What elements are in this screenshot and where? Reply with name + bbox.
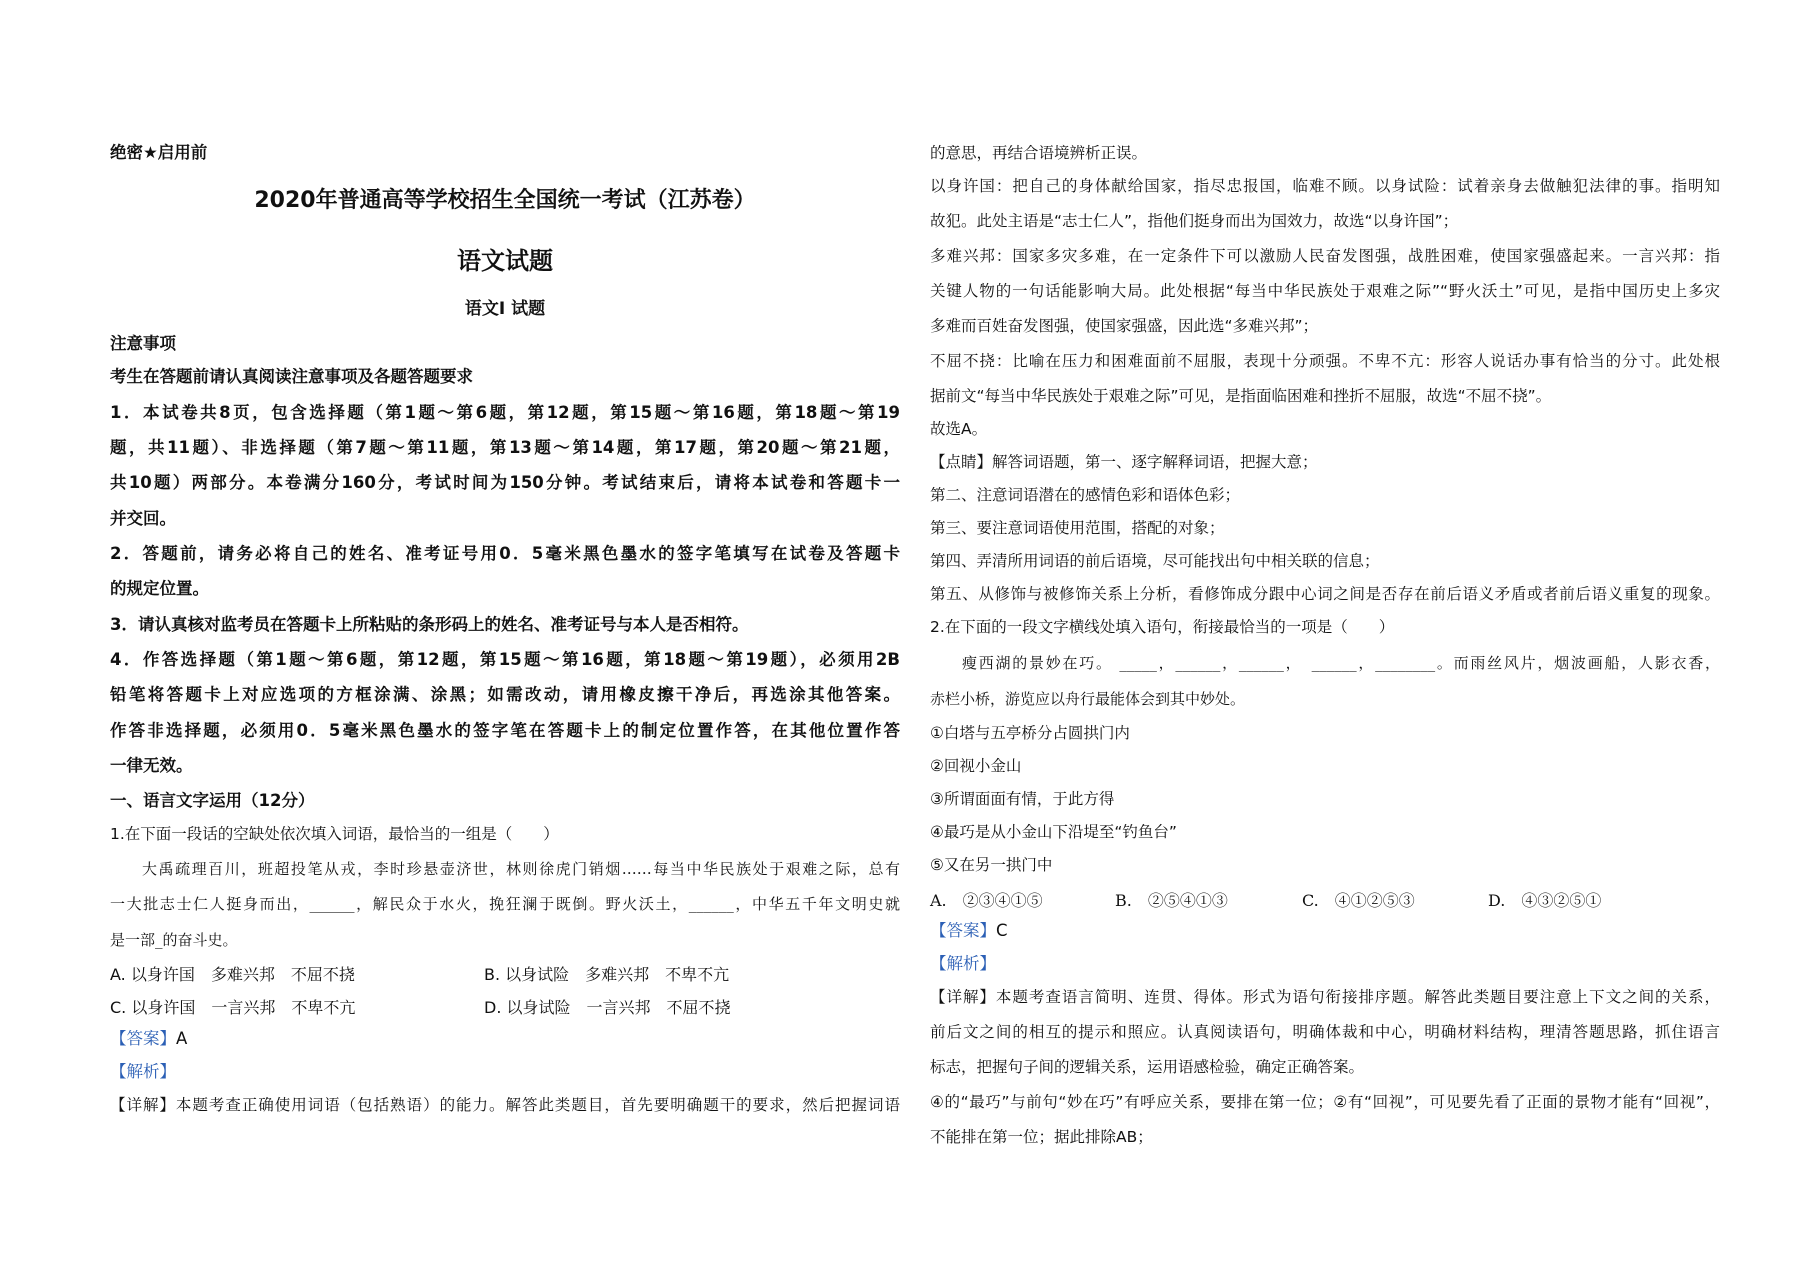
notice-4-line-2: 铅笔将答题卡上对应选项的方框涂满、涂黑；如需改动，请用橡皮擦干净后，再选涂其他答案。	[110, 685, 900, 704]
q1-passage-line-2: 一大批志士仁人挺身而出，______，解民众于水火，挽狂澜于既倒。野火沃土，______，中华五千年文明史就	[110, 895, 900, 913]
right-line-10: 【点睛】解答词语题，第一、逐字解释词语，把握大意；	[930, 453, 1318, 471]
q2-answer	[930, 920, 1008, 942]
notice-4-line-1: 4．作答选择题（第1题～第6题，第12题，第15题～第16题，第18题～第19题），必须用2B	[110, 650, 900, 669]
right-line-11: 第二、注意词语潜在的感情色彩和语体色彩；	[930, 486, 1241, 504]
q1-option-d: D. 以身试险 一言兴邦 不屈不挠	[484, 998, 731, 1017]
subject-title: 语文试题	[457, 247, 553, 275]
q1-answer-label: 【答案】	[110, 1029, 176, 1048]
right-line-9: 故选A。	[930, 420, 988, 438]
q2-option-a: A. ②③④①⑤	[930, 891, 1043, 910]
right-line-5: 关键人物的一句话能影响大局。此处根据“每当中华民族处于艰难之际”“野火沃土”可见，是指中国历史上多灾	[930, 282, 1720, 300]
q2-item-5: ⑤又在另一拱门中	[930, 856, 1053, 874]
q2-detail-line-4: ④的“最巧”与前句“妙在巧”有呼应关系，要排在第一位；②有“回视”，可见要先看了正面的景物才能有“回视”，	[930, 1093, 1720, 1111]
q1-option-c: C. 以身许国 一言兴邦 不卑不亢	[110, 998, 356, 1017]
right-line-6: 多难而百姓奋发图强，使国家强盛，因此选“多难兴邦”；	[930, 317, 1319, 335]
q1-stem: 1.在下面一段话的空缺处依次填入词语，最恰当的一组是（ ）	[110, 825, 559, 843]
right-line-7: 不屈不挠：比喻在压力和困难面前不屈服，表现十分顽强。不卑不亢：形容人说话办事有恰当的分寸。此处根	[930, 352, 1720, 370]
q1-analysis-label: 【解析】	[110, 1062, 176, 1081]
q1-answer-value: A	[176, 1029, 188, 1048]
q1-passage-line-3: 是一部_的奋斗史。	[110, 931, 238, 949]
q2-passage-line-2: 赤栏小桥，游览应以舟行最能体会到其中妙处。	[930, 690, 1246, 708]
notice-1-line-4: 并交回。	[110, 509, 176, 528]
sub-subject-title: 语文Ⅰ 试题	[464, 299, 546, 319]
q2-item-1: ①白塔与五亭桥分占圆拱门内	[930, 724, 1130, 742]
notice-intro: 考生在答题前请认真阅读注意事项及各题答题要求	[110, 367, 473, 386]
q2-analysis-label: 【解析】	[930, 954, 996, 973]
q2-detail-line-3: 标志，把握句子间的逻辑关系，运用语感检验，确定正确答案。	[930, 1058, 1365, 1076]
notice-heading: 注意事项	[110, 334, 176, 353]
q2-option-c: C. ④①②⑤③	[1302, 891, 1415, 910]
q1-detail-line-1: 【详解】本题考查正确使用词语（包括熟语）的能力。解答此类题目，首先要明确题干的要求，然后把握词语	[110, 1096, 900, 1114]
q1-answer	[110, 1028, 187, 1050]
notice-1-line-3: 共10题）两部分。本卷满分160分，考试时间为150分钟。考试结束后，请将本试卷和答题卡一	[110, 473, 900, 492]
notice-1-line-2: 题，共11题）、非选择题（第7题～第11题，第13题～第14题，第17题，第20题～第21题，	[110, 438, 900, 457]
q2-option-b: B. ②⑤④①③	[1115, 891, 1228, 910]
right-line-4: 多难兴邦：国家多灾多难，在一定条件下可以激励人民奋发图强，战胜困难，使国家强盛起来。一言兴邦：指	[930, 247, 1720, 265]
notice-4-line-3: 作答非选择题，必须用0．5毫米黑色墨水的签字笔在答题卡上的制定位置作答，在其他位置作答	[110, 721, 900, 740]
right-line-3: 故犯。此处主语是“志士仁人”，指他们挺身而出为国效力，故选“以身许国”；	[930, 212, 1459, 230]
q2-passage-line-1: 瘦西湖的景妙在巧。 _____，______，______， ______，________。而雨丝风片，烟波画船，人影衣香，	[962, 654, 1720, 672]
exam-title: 2020年普通高等学校招生全国统一考试（江苏卷）	[254, 188, 756, 213]
notice-3-line-1: 3．请认真核对监考员在答题卡上所粘贴的条形码上的姓名、准考证号与本人是否相符。	[110, 615, 749, 634]
notice-4-line-4: 一律无效。	[110, 756, 193, 775]
q1-option-b: B. 以身试险 多难兴邦 不卑不亢	[484, 965, 730, 984]
right-line-2: 以身许国：把自己的身体献给国家，指尽忠报国，临难不顾。以身试险：试着亲身去做触犯法律的事。指明知	[930, 177, 1720, 195]
q2-answer-value: C	[996, 921, 1008, 940]
q2-item-3: ③所谓面面有情，于此方得	[930, 790, 1115, 808]
notice-1-line-1: 1．本试卷共8页，包含选择题（第1题～第6题，第12题，第15题～第16题，第18题～第19	[110, 403, 900, 422]
q2-item-4: ④最巧是从小金山下沿堤至“钓鱼台”	[930, 823, 1177, 841]
right-line-14: 第五、从修饰与被修饰关系上分析，看修饰成分跟中心词之间是否存在前后语义矛盾或者前后语义重复的现象。	[930, 585, 1720, 603]
notice-2-line-1: 2．答题前，请务必将自己的姓名、准考证号用0．5毫米黑色墨水的签字笔填写在试卷及答题卡	[110, 544, 900, 563]
q2-answer-label: 【答案】	[930, 921, 996, 940]
right-line-13: 第四、弄清所用词语的前后语境，尽可能找出句中相关联的信息；	[930, 552, 1380, 570]
section-1-heading: 一、语言文字运用（12分）	[110, 791, 315, 810]
q2-item-2: ②回视小金山	[930, 757, 1022, 775]
q2-stem: 2.在下面的一段文字横线处填入语句，衔接最恰当的一项是（ ）	[930, 618, 1395, 636]
right-line-8: 据前文“每当中华民族处于艰难之际”可见，是指面临困难和挫折不屈服，故选“不屈不挠”。	[930, 387, 1552, 405]
q1-passage-line-1: 大禹疏理百川，班超投笔从戎，李时珍悬壶济世，林则徐虎门销烟……每当中华民族处于艰难之际，总有	[142, 860, 900, 878]
confidential-label: 绝密★启用前	[110, 143, 208, 162]
q1-option-a: A. 以身许国 多难兴邦 不屈不挠	[110, 965, 355, 984]
q2-detail-line-5: 不能排在第一位；据此排除AB；	[930, 1128, 1153, 1146]
q2-option-d: D. ④③②⑤①	[1488, 891, 1602, 910]
q2-detail-line-1: 【详解】本题考查语言简明、连贯、得体。形式为语句衔接排序题。解答此类题目要注意上下文之间的关系，	[930, 988, 1720, 1006]
notice-2-line-2: 的规定位置。	[110, 579, 209, 598]
right-line-1: 的意思，再结合语境辨析正误。	[930, 144, 1148, 162]
right-line-12: 第三、要注意词语使用范围，搭配的对象；	[930, 519, 1225, 537]
q2-detail-line-2: 前后文之间的相互的提示和照应。认真阅读语句，明确体裁和中心，明确材料结构，理清答题思路，抓住语言	[930, 1023, 1720, 1041]
